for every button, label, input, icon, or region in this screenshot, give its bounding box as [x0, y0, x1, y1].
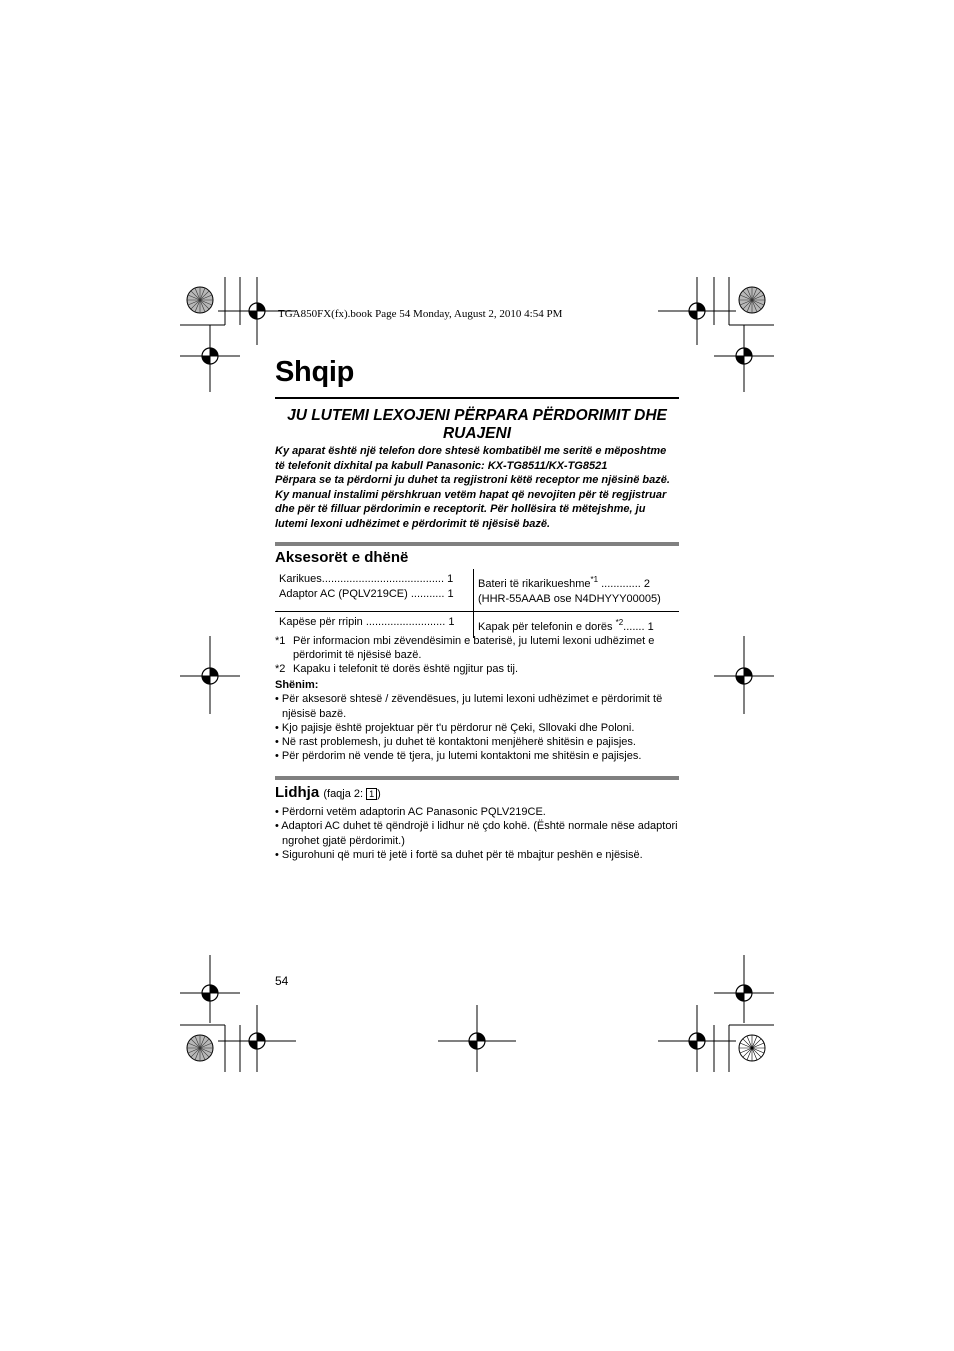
table-cell — [474, 569, 680, 612]
print-header-note: TGA850FX(fx).book Page 54 Monday, August 2, 2010 4:54 PM — [278, 308, 563, 320]
accessory-handset-cover — [478, 615, 675, 635]
connection-list — [275, 805, 681, 862]
note-block — [275, 678, 681, 764]
ref-prefix: (faqja 2: — [323, 788, 367, 800]
accessories-table — [275, 569, 679, 638]
notice-line: Përpara se ta përdorni ju duhet ta regjistroni këtë receptor me njësinë bazë. — [275, 474, 670, 486]
footnote-label: *2 — [275, 663, 286, 675]
footnote-text: Për informacion mbi zëvendësimin e baterisë, ju lutemi lexoni udhëzimet e — [293, 635, 655, 647]
accessory-charger: Karikues........................................ 1 — [279, 573, 454, 585]
section-rule — [275, 776, 679, 780]
section-rule — [275, 542, 679, 546]
notice-line: Ky manual instalimi përshkruan vetëm hapat që nevojiten për të regjistruar — [275, 488, 667, 501]
footnote-text: Kapaku i telefonit të dorës është ngjitur pas tij. — [293, 663, 519, 675]
cover-label: Kapak për telefonin e dorës — [478, 621, 616, 633]
accessory-belt-clip: Kapëse për rripin .......................... 1 — [279, 616, 455, 628]
notice-line: Ky aparat është një telefon dore shtesë kombatibël me seritë e mëposhtme — [275, 445, 667, 457]
footnote-ref: *2 — [615, 618, 624, 627]
note-heading: Shënim: — [275, 679, 319, 691]
notice-title-line1: JU LUTEMI LEXOJENI PËRPARA PËRDORIMIT DHE — [287, 407, 667, 424]
battery-label: Bateri të rikarikueshme — [478, 578, 591, 590]
battery-model: (HHR-55AAAB ose N4DHYYY00005) — [478, 593, 661, 605]
notice-title-line2: RUAJENI — [442, 425, 512, 442]
notice-title — [275, 407, 679, 443]
list-item: • Adaptori AC duhet të qëndrojë i lidhur në çdo kohë. (Është normale nëse adaptori ngrohet gjatë përdorimit.) — [275, 820, 678, 847]
page-reference — [323, 788, 380, 800]
battery-count: ............. 2 — [598, 578, 651, 590]
accessories-heading: Aksesorët e dhënë — [275, 549, 409, 566]
notice-line: të telefonit dixhital pa kabull Panasonic: KX-TG8511/KX-TG8521 — [275, 459, 608, 472]
footnote-ref: *1 — [590, 575, 599, 584]
language-title: Shqip — [275, 356, 355, 388]
table-cell — [275, 569, 474, 612]
accessory-ac-adaptor: Adaptor AC (PQLV219CE) ........... 1 — [279, 588, 454, 600]
footnote-1 — [275, 634, 681, 662]
footnote-2 — [275, 662, 681, 676]
figure-number-box: 1 — [366, 788, 377, 800]
table-row — [275, 569, 679, 612]
ref-suffix: ) — [377, 788, 381, 800]
accessory-battery — [478, 572, 675, 592]
notice-line: lutemi lexoni udhëzimet e përdorimit të njësisë bazë. — [275, 517, 551, 530]
page-number: 54 — [275, 974, 289, 988]
list-item: • Për përdorim në vende të tjera, ju lutemi kontaktoni me shitësin e pajisjes. — [275, 750, 642, 763]
list-item: • Për aksesorë shtesë / zëvendësues, ju lutemi lexoni udhëzimet e përdorimit të njësisë bazë. — [275, 693, 663, 720]
footnote-text: përdorimit të njësisë bazë. — [293, 649, 422, 661]
title-rule — [275, 397, 679, 399]
notice-line: dhe për të filluar përdorimin e receptorit. Për hollësira të mëtejshme, ju — [275, 503, 646, 515]
list-item: • Sigurohuni që muri të jetë i fortë sa duhet për të mbajtur peshën e njësisë. — [275, 848, 643, 861]
cover-count: ....... 1 — [623, 621, 654, 633]
connection-title: Lidhja — [275, 784, 320, 801]
list-item: • Kjo pajisje është projektuar për t'u përdorur në Çeki, Sllovaki dhe Poloni. — [275, 721, 635, 734]
list-item: • Në rast problemesh, ju duhet të kontaktoni menjëherë shitësin e pajisjes. — [275, 736, 636, 749]
footnote-label: *1 — [275, 635, 286, 647]
list-item: • Përdorni vetëm adaptorin AC Panasonic PQLV219CE. — [275, 806, 546, 818]
notice-body — [275, 444, 681, 531]
connection-heading — [275, 784, 381, 801]
